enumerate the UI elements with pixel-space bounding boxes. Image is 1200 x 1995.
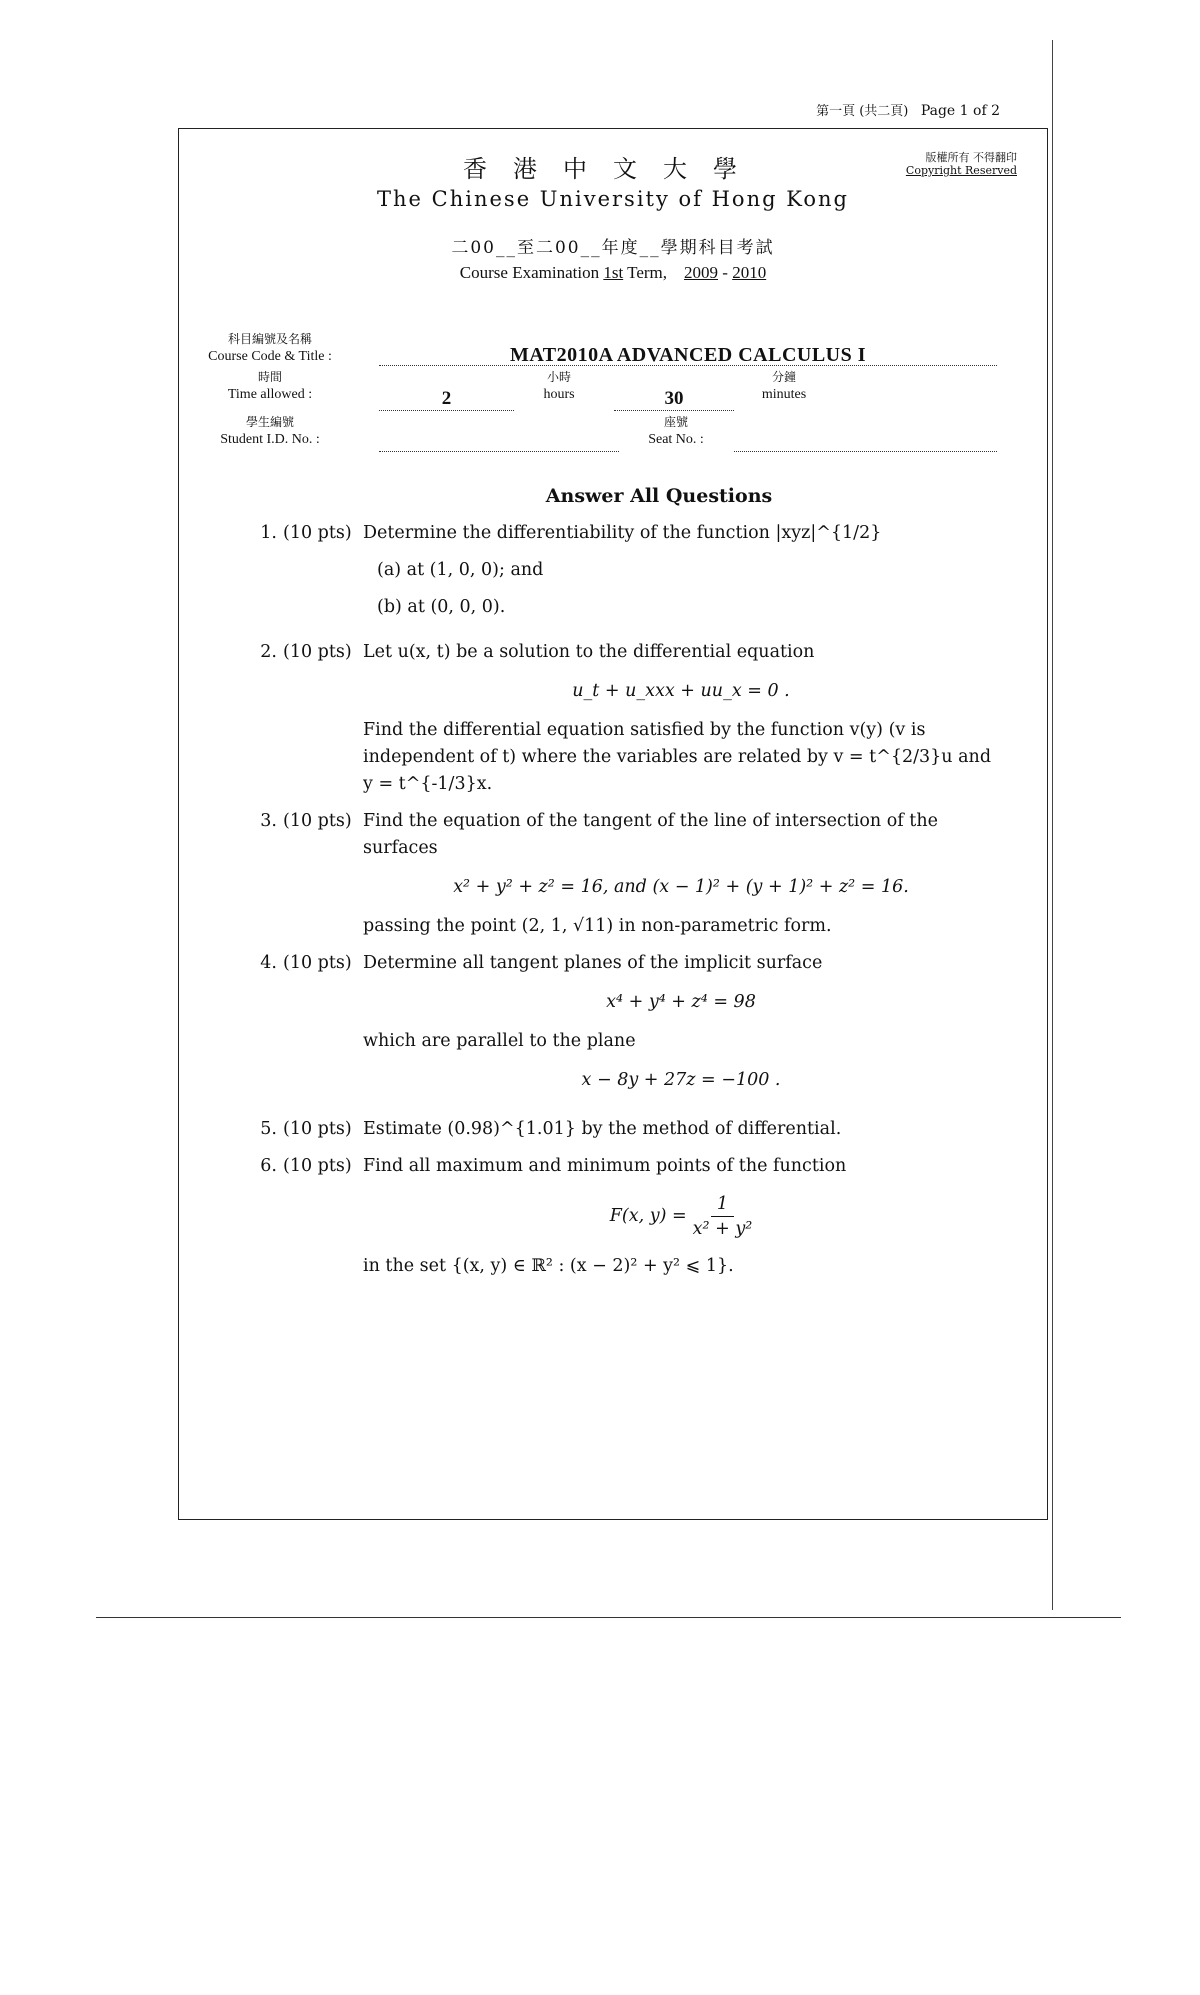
page-header-en: Page 1 of 2 [920,103,1000,119]
question-number: 2. [260,642,277,662]
course-code-value: MAT2010A ADVANCED CALCULUS I [509,344,867,366]
exam-paper-frame [178,128,1048,1520]
fraction-numerator: 1 [711,1192,734,1217]
hours-line [379,410,514,411]
course-code-label-cn: 科目編號及名稱 [227,332,312,346]
page-header [816,100,1000,119]
course-code-label-en: Course Code & Title : [208,349,332,364]
minutes-unit-cn: 分鐘 [771,370,796,384]
page-header-cn: 第一頁 (共二頁) [816,104,909,119]
exam-title-en [179,263,1047,283]
question-3 [249,808,1009,940]
question-number: 1. [260,523,277,543]
question-points: (10 pts) [283,953,352,973]
minutes-value: 30 [664,388,684,409]
question-number: 4. [260,953,277,973]
question-text: Let u(x, t) be a solution to the differential equation [363,642,815,662]
exam-year-end: 2010 [732,263,767,282]
fraction [693,1192,753,1241]
exam-prefix: Course Examination [459,263,600,282]
exam-title-cn: 二00__至二00__年度__學期科目考試 [451,238,775,258]
question-equation: x⁴ + y⁴ + z⁴ = 98 [606,992,756,1012]
question-number: 5. [260,1119,277,1139]
minutes-unit-en: minutes [761,387,807,402]
copyright-cn: 版權所有 不得翻印 [925,151,1017,164]
questions-section [249,483,1009,1290]
time-allowed-label-cn: 時間 [257,370,282,384]
question-number: 6. [260,1156,277,1176]
exam-term-suffix: Term, [627,263,668,282]
question-text-continued: which are parallel to the plane [363,1031,636,1051]
question-text-continued: passing the point (2, 1, √11) in non-parametric form. [363,916,832,936]
student-id-field[interactable] [379,451,619,452]
university-name-cn: 香港中文大學 [463,155,763,183]
student-id-label-cn: 學生編號 [245,415,294,429]
question-points: (10 pts) [283,1156,352,1176]
question-text-continued: in the set {(x, y) ∈ ℝ² : (x − 2)² + y² ⩽ 1}. [363,1256,734,1276]
question-equation [363,1192,999,1241]
question-points: (10 pts) [283,1119,352,1139]
copyright-en: Copyright Reserved [905,164,1017,177]
exam-term: 1st [603,263,624,282]
seat-no-label-cn: 座號 [663,415,688,429]
time-allowed-label-en: Time allowed : [227,387,313,402]
question-points: (10 pts) [283,523,352,543]
student-id-label-en: Student I.D. No. : [220,432,320,447]
question-1 [249,520,1009,629]
question-text: Estimate (0.98)^{1.01} by the method of differential. [363,1119,842,1139]
time-allowed-label [205,369,335,403]
student-id-label [205,414,335,448]
question-5 [249,1116,1009,1143]
question-4 [249,950,1009,1106]
question-number: 3. [260,811,277,831]
question-equation: x² + y² + z² = 16, and (x − 1)² + (y + 1)² + z² = 16. [453,877,909,897]
question-text: Find all maximum and minimum points of the function [363,1156,847,1176]
hours-value: 2 [441,388,452,409]
question-text-continued: Find the differential equation satisfied by the function v(y) (v is independent of t) where the variables are related by v = t^{2/3}u and y = t^{-1/3}x. [363,720,992,794]
question-text: Determine the differentiability of the function |xyz|^{1/2} [363,523,882,543]
hours-unit [519,369,599,403]
question-equation-2: x − 8y + 27z = −100 . [581,1070,781,1090]
hours-unit-en: hours [543,387,575,402]
hours-unit-cn: 小時 [546,370,571,384]
questions-heading: Answer All Questions [545,485,773,507]
page-bottom-rule [96,1617,1121,1618]
fraction-denominator: x² + y² [692,1219,753,1239]
question-6 [249,1153,1009,1280]
question-text: Find the equation of the tangent of the line of intersection of the surfaces [363,811,938,858]
seat-no-label [631,414,721,448]
university-name-en: The Chinese University of Hong Kong [377,187,849,211]
exam-year-start: 2009 [684,263,719,282]
question-2 [249,639,1009,798]
scan-edge-line [1052,40,1053,1610]
question-text: Determine all tangent planes of the implicit surface [363,953,823,973]
exam-year-separator: - [718,263,733,282]
question-part-a: (a) at (1, 0, 0); and [377,560,544,580]
question-points: (10 pts) [283,811,352,831]
minutes-line [614,410,734,411]
seat-no-field[interactable] [734,451,997,452]
function-lhs: F(x, y) = [609,1206,687,1226]
question-equation: u_t + u_xxx + uu_x = 0 . [572,681,790,701]
course-code-label [205,331,335,365]
question-points: (10 pts) [283,642,352,662]
seat-no-label-en: Seat No. : [648,432,704,447]
question-part-b: (b) at (0, 0, 0). [377,597,506,617]
minutes-unit [739,369,829,403]
